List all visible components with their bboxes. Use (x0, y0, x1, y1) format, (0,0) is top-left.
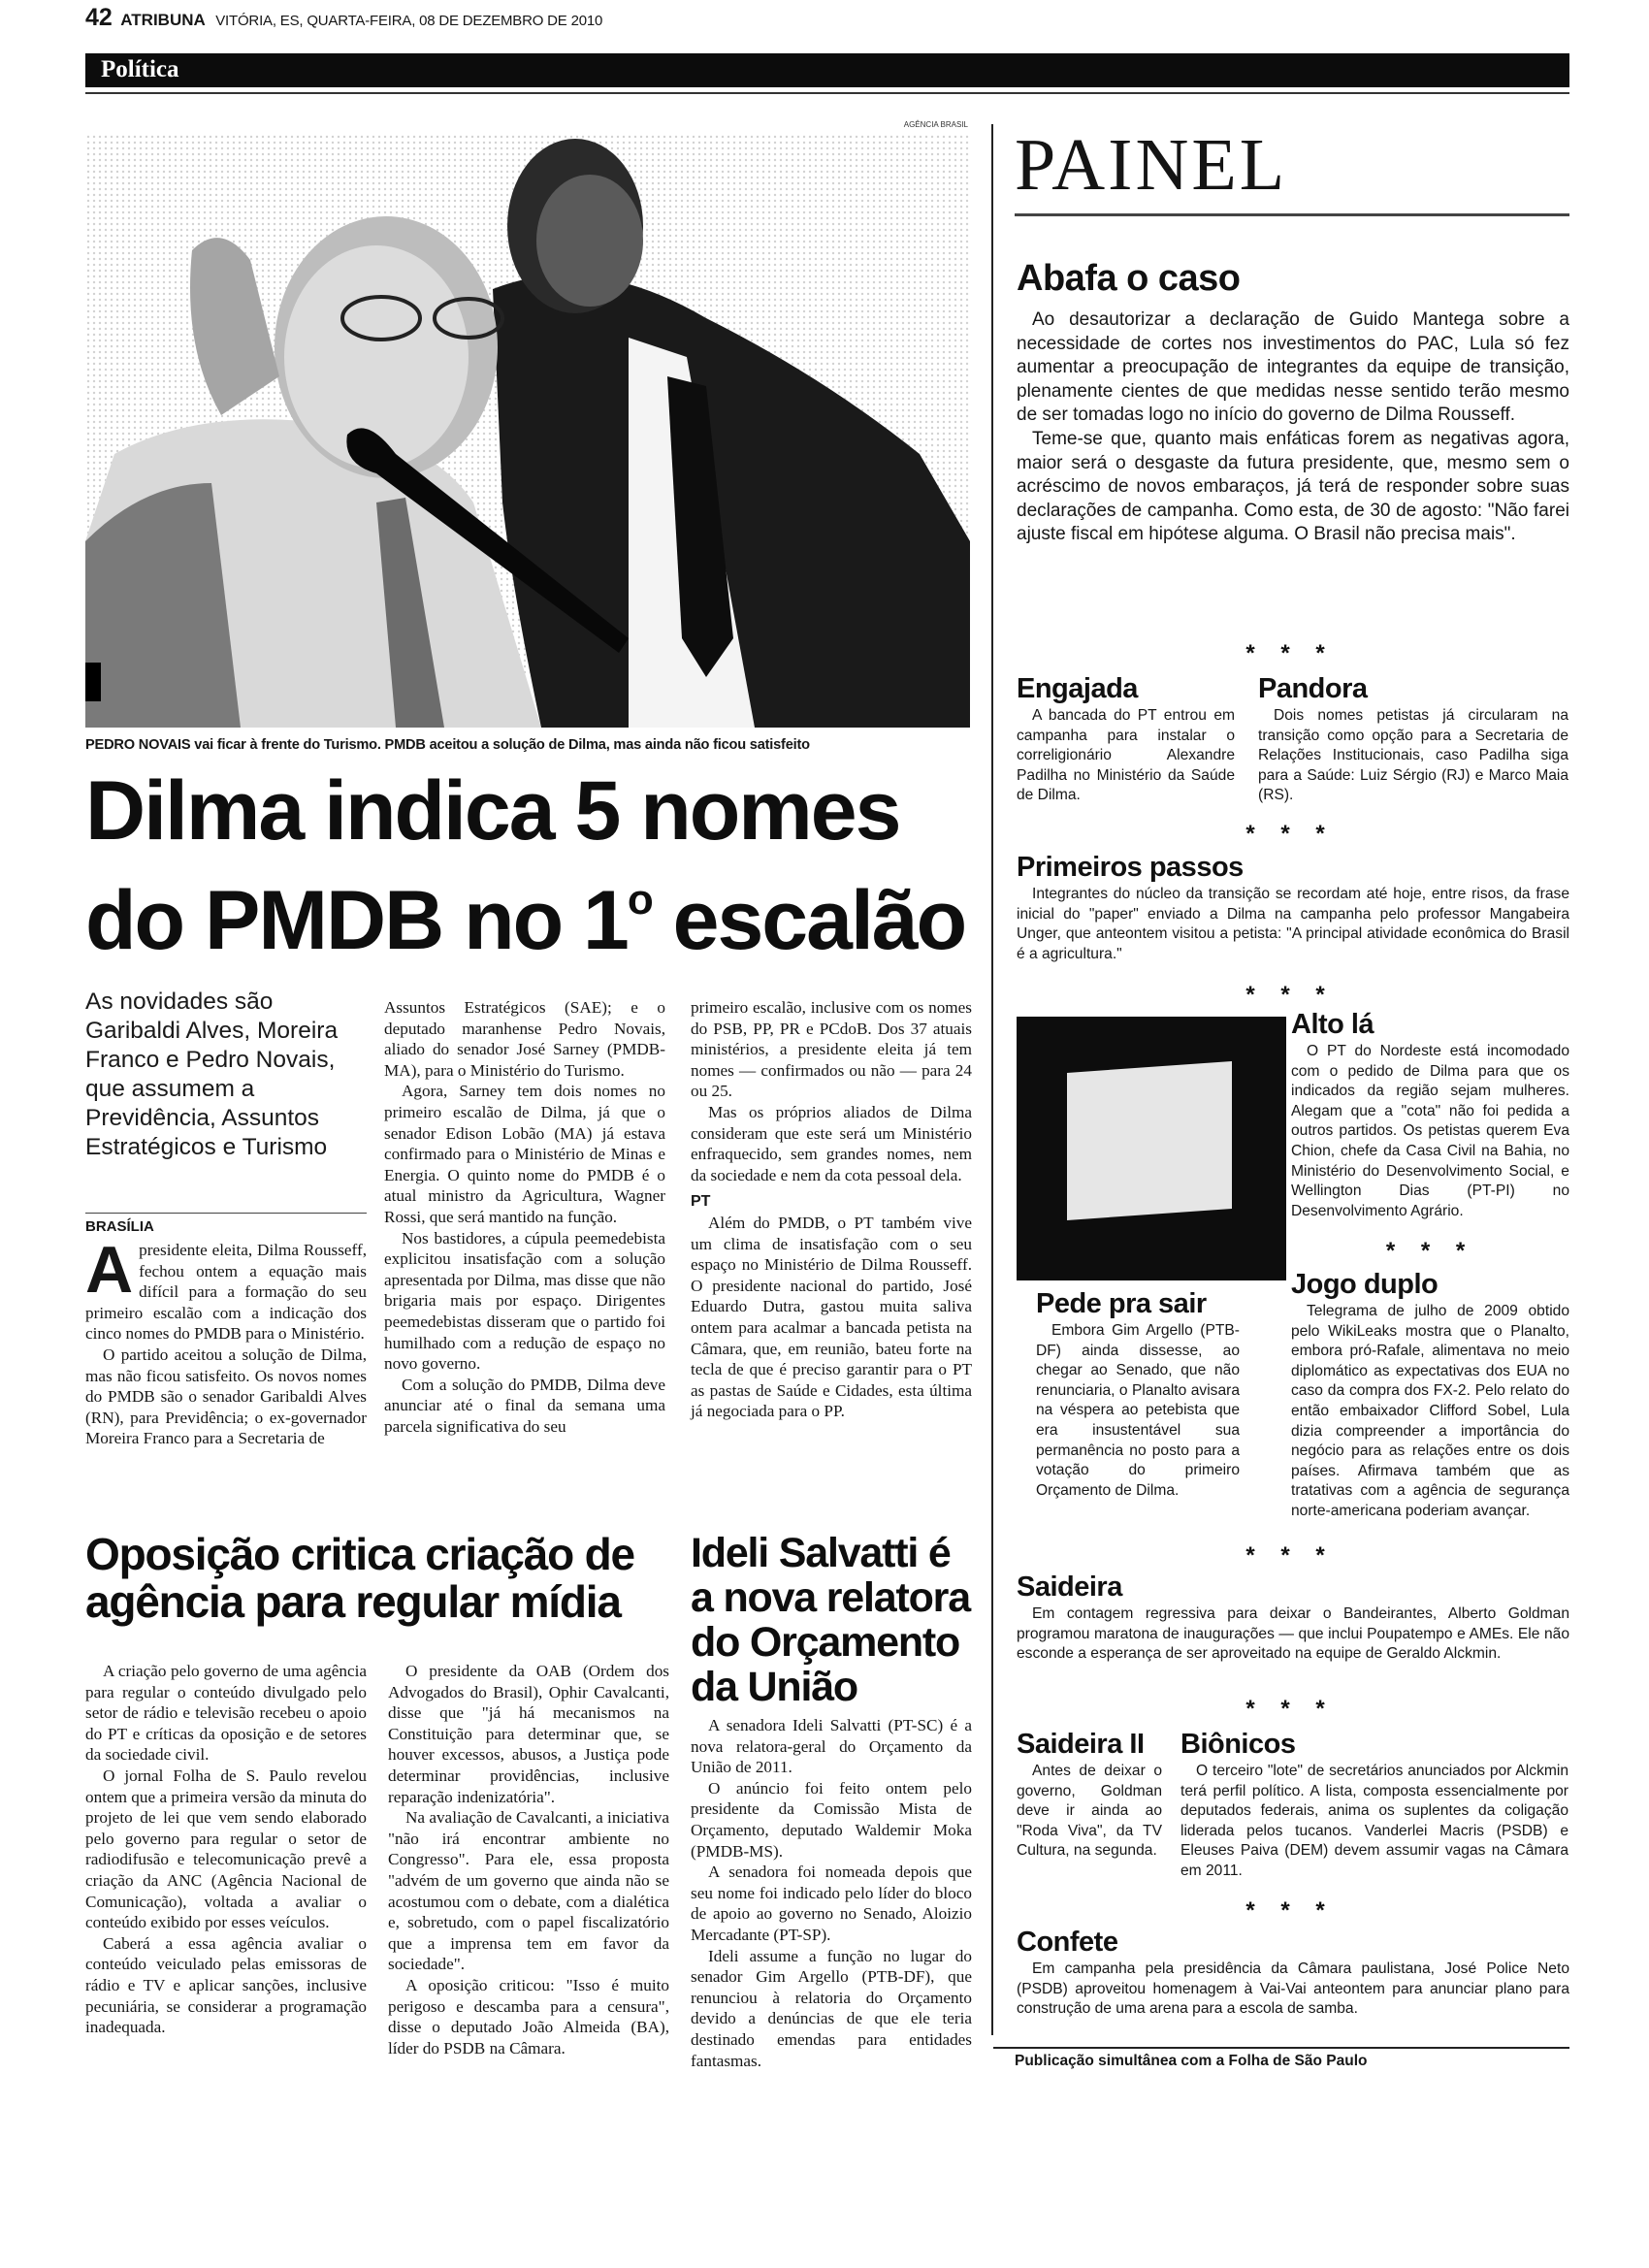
masthead-rule (1015, 213, 1569, 216)
news-photo (85, 134, 970, 728)
paragraph: O jornal Folha de S. Paulo revelou ontem que a primeira versão da minuta do projeto de lei que vem sendo elaborado pelo governo para regular o setor de radiodifusão e telecomunicação prevê a criação da ANC (Agência Nacional de Comunicação), voltada a avaliar o conteúdo exibido por esses veículos. (85, 1766, 367, 1932)
story2-col-2 (388, 1661, 669, 2058)
paragraph: Ideli assume a função no lugar do senador Gim Argello (PTB-DF), que renunciou à relatoria do Orçamento devido a denúncias de que ele teria destinado emendas para entidades fantasmas. (691, 1946, 972, 2070)
story2-headline-line1: Oposição critica criação de (85, 1529, 634, 1579)
stars-divider: * * * (1385, 1238, 1475, 1264)
story2-headline-line2: agência para regular mídia (85, 1576, 621, 1627)
confete-body (1017, 1960, 1569, 2020)
story3-headline-line: Ideli Salvatti é (691, 1530, 951, 1576)
stars-divider: * * * (1245, 1897, 1335, 1924)
paragraph: Na avaliação de Cavalcanti, a iniciativa "não irá encontrar ambiente no Congresso". Para ele, essa proposta "advém de um governo que ainda não se acostumou com o debate, com a dialética e, sobretudo, com o papel fiscalizatório que a imprensa tem em favor da sociedade". (388, 1808, 669, 1974)
pede-body (1036, 1321, 1240, 1501)
stars-divider: * * * (1245, 982, 1335, 1008)
paragraph: Caberá a essa agência avaliar o conteúdo veiculado pelas emissoras de rádio e TV e aplicar sanções, inclusive pecuniária, se considerar a programação inadequada. (85, 1933, 367, 2037)
paragraph: Com a solução do PMDB, Dilma deve anunciar até o final da semana uma parcela significativa do seu (384, 1375, 665, 1436)
paragraph: Telegrama de julho de 2009 obtido pelo WikiLeaks mostra que o Planalto, embora pró-Rafale, alimentava no meio diplomático as expectativas dos EUA no caso da compra dos FX-2. Pelo relato do então embaixador Clifford Sobel, Lula dizia compreender a importância do negócio para as relações entre os dois países. Afirmava também que as tratativas com a agência de segurança norte-americana poderiam avançar. (1291, 1303, 1569, 1519)
paragraph: Teme-se que, quanto mais enfáticas forem as negativas agora, maior será o desgaste da futura presidente, que, mesmo sem o acréscimo de novos embaraços, já terá de responder sobre suas declarações de campanha. Como esta, de 30 de agosto: "Não farei ajuste fiscal em hipótese alguma. O Brasil não precisa mais". (1017, 428, 1569, 545)
saideira2-title: Saideira II (1017, 1729, 1145, 1760)
primeiros-body (1017, 885, 1569, 964)
stars-divider: * * * (1245, 640, 1335, 666)
paragraph: O anúncio foi feito ontem pelo presidente da Comissão Mista de Orçamento, deputado Waldemir Moka (PMDB-MS). (691, 1778, 972, 1861)
deck-rule (85, 1213, 367, 1214)
subhead: PT (691, 1193, 711, 1211)
pandora-title: Pandora (1258, 673, 1368, 704)
confete-title: Confete (1017, 1927, 1118, 1958)
main-col-2 (384, 997, 665, 1437)
engajada-title: Engajada (1017, 673, 1138, 704)
paragraph: Antes de deixar o governo, Goldman deve ir ainda ao "Roda Viva", da TV Cultura, na segunda. (1017, 1763, 1162, 1860)
drop-cap: A (85, 1233, 134, 1307)
paragraph: primeiro escalão, inclusive com os nomes do PSB, PP, PR e PCdoB. Dos 37 atuais ministérios, a presidente eleita já tem nomes — confirmados ou não — para 24 ou 25. (691, 998, 972, 1101)
main-col-1 (85, 1233, 367, 1449)
story-dateline: BRASÍLIA (85, 1218, 154, 1235)
paragraph: O partido aceitou a solução de Dilma, mas não ficou satisfeito. Os novos nomes do PMDB são o senador Garibaldi Alves (RN), para Previdência; o ex-governador Moreira Franco para a Secretaria de (85, 1345, 367, 1448)
photo-illustration (85, 134, 970, 728)
saideira-title: Saideira (1017, 1571, 1122, 1603)
paragraph: O PT do Nordeste está incomodado com o pedido de Dilma para que os indicados da região sejam mulheres. Alegam que a "cota" não foi pedida a outros partidos. Os petistas querem Eva Chion, chefe da Casa Civil na Bahia, no Ministério do Desenvolvimento Social, e Wellington Dias (PT-PI) no Desenvolvimento Agrário. (1291, 1043, 1569, 1219)
paragraph: O terceiro "lote" de secretários anunciados por Alckmin terá perfil político. A lista, composta essencialmente por deputados federais, anima os suplentes da coligação liderada pelos tucanos. Vanderlei Macris (PSDB) e Eleuses Paiva (DEM) devem assumir vagas na Câmara em 2011. (1180, 1763, 1568, 1879)
paragraph: Integrantes do núcleo da transição se recordam até hoje, entre risos, da frase inicial do "paper" enviado a Dilma na campanha pelo professor Mangabeira Unger, que anteontem visitou a petista: "A principal atividade econômica do Brasil é a agricultura." (1017, 886, 1569, 962)
paragraph: presidente eleita, Dilma Rousseff, fechou ontem a equação mais difícil para a formação do seu primeiro escalão com a indicação dos cinco nomes do PMDB para o Ministério. (85, 1241, 367, 1344)
alto-title: Alto lá (1291, 1009, 1374, 1040)
main-headline-line1: Dilma indica 5 nomes (85, 764, 900, 858)
bionicos-title: Biônicos (1180, 1729, 1296, 1760)
abafa-body (1017, 308, 1569, 547)
paragraph: Assuntos Estratégicos (SAE); e o deputado maranhense Pedro Novais, aliado do senador José Sarney (PMDB-MA), para o Ministério do Turismo. (384, 998, 665, 1080)
story3-headline-line: do Orçamento (691, 1619, 960, 1666)
paragraph: Nos bastidores, a cúpula peemedebista explicitou insatisfação com a solução apresentada por Dilma, mas disse que não brigaria mais por espaço. Dirigentes peemedebistas disseram que o partido foi humilhado com a redução de espaço no novo governo. (384, 1228, 665, 1374)
paragraph: Embora Gim Argello (PTB-DF) ainda dissesse, ao chegar ao Senado, que não renunciaria, o Planalto avisara na véspera ao petebista que era insustentável sua permanência no posto para a votação do primeiro Orçamento de Dilma. (1036, 1322, 1240, 1499)
primeiros-title: Primeiros passos (1017, 852, 1244, 883)
main-headline-line2 (85, 856, 978, 965)
jogo-body (1291, 1302, 1569, 1522)
painel-masthead: PAINEL (1015, 124, 1288, 206)
paragraph: Mas os próprios aliados de Dilma consideram que este será um Ministério enfraquecido, sem grandes nomes, nem da sociedade e nem da cota pessoal dela. (691, 1102, 972, 1184)
paragraph: A bancada do PT entrou em campanha para instalar o correligionário Alexandre Padilha no Ministério da Saúde de Dilma. (1017, 707, 1235, 804)
story3-body (691, 1715, 972, 2071)
caption-text: vai ficar à frente do Turismo. PMDB aceitou a solução de Dilma, mas ainda não ficou satisfeito (194, 737, 810, 753)
paragraph: Além do PMDB, o PT também vive um clima de insatisfação com o seu espaço no Ministério de Dilma Rousseff. O presidente nacional do partido, José Eduardo Dutra, gastou muita saliva ontem para acalmar a bancada petista na Câmara, que, em reunião, bateu forte na tecla de que é preciso garantir para o PT as pastas de Saúde e Cidades, esta última já negociada para o PP. (691, 1213, 972, 1421)
paragraph: Em campanha pela presidência da Câmara paulistana, José Police Neto (PSDB) aproveitou homenagem à Vai-Vai anteontem para anunciar plano para construção de uma arena para a escola de samba. (1017, 1960, 1569, 2018)
paper-name: ATRIBUNA (120, 11, 206, 29)
story2-headline (85, 1531, 667, 1626)
main-col-3 (691, 997, 972, 1422)
section-label: Política (101, 56, 179, 82)
engajada-body (1017, 706, 1235, 806)
dateline: VITÓRIA, ES, QUARTA-FEIRA, 08 DE DEZEMBRO DE 2010 (215, 13, 603, 29)
headline-part: do PMDB no 1 (85, 874, 628, 967)
jogo-title: Jogo duplo (1291, 1269, 1439, 1300)
pede-title: Pede pra sair (1036, 1288, 1207, 1319)
saideira-body (1017, 1604, 1569, 1665)
stars-divider: * * * (1245, 821, 1335, 847)
painel-footer: Publicação simultânea com a Folha de São Paulo (1015, 2053, 1368, 2069)
main-headline (85, 766, 978, 965)
paragraph: Em contagem regressiva para deixar o Bandeirantes, Alberto Goldman programou maratona de inaugurações — que inclui Poupatempo e AMEs. Ele não esconde a esperança de ser aproveitado na equipe de Geraldo Alckmin. (1017, 1605, 1569, 1663)
page-header (85, 4, 1569, 33)
paragraph: A oposição criticou: "Isso é muito perigoso e descamba para a censura", disse o deputado João Almeida (BA), líder do PSDB na Câmara. (388, 1975, 669, 2057)
headline-part: escalão (651, 874, 966, 967)
paragraph: Ao desautorizar a declaração de Guido Mantega sobre a necessidade de cortes nos investimentos do PAC, Lula só fez aumentar a preocupação de integrantes da equipe de transição, plenamente cientes de que medidas nesse sentido terão mesmo de ser tomadas logo no início do governo de Dilma Rousseff. (1017, 309, 1569, 426)
stars-divider: * * * (1245, 1542, 1335, 1569)
story3-headline (691, 1531, 982, 1709)
paragraph: A senadora foi nomeada depois que seu nome foi indicado pelo líder do bloco de apoio ao governo no Senado, Aloizio Mercadante (PT-SP). (691, 1863, 972, 1944)
photo-caption (85, 737, 970, 753)
headline-superscript: o (627, 876, 652, 923)
tv-screen-image (1017, 1017, 1286, 1280)
pandora-body (1258, 706, 1568, 806)
alto-body (1291, 1042, 1569, 1221)
paragraph: O presidente da OAB (Ordem dos Advogados do Brasil), Ophir Cavalcanti, disse que "já há mecanismos na Constituição para determinar que, se houver excessos, abusos, a Justiça pode determinar providências, inclusive reparação indenizatória". (388, 1662, 669, 1806)
abafa-title: Abafa o caso (1017, 258, 1241, 299)
photo-credit: AGÊNCIA BRASIL (903, 120, 968, 129)
footer-rule (993, 2047, 1569, 2049)
bionicos-body (1180, 1762, 1568, 1882)
paragraph: A criação pelo governo de uma agência para regular o conteúdo divulgado pelo setor de rádio e televisão recebeu o apoio do PT e críticas da oposição e de setores da sociedade civil. (85, 1662, 367, 1765)
story3-headline-line: da União (691, 1664, 857, 1710)
story2-col-1 (85, 1661, 367, 2038)
caption-name: PEDRO NOVAIS (85, 737, 191, 753)
header-rule (85, 92, 1569, 94)
paragraph: A senadora Ideli Salvatti (PT-SC) é a nova relatora-geral do Orçamento da União de 2011. (691, 1716, 972, 1777)
section-bar (85, 53, 1569, 87)
story-deck: As novidades são Garibaldi Alves, Moreira Franco e Pedro Novais, que assumem a Previdência, Assuntos Estratégicos e Turismo (85, 988, 339, 1160)
stars-divider: * * * (1245, 1696, 1335, 1722)
page-number: 42 (85, 4, 113, 31)
tv-screen (1067, 1061, 1232, 1220)
paragraph: Agora, Sarney tem dois nomes no primeiro escalão de Dilma, já que o senador Edison Lobão (MA) já estava confirmado para o Ministério de Minas e Energia. O quinto nome do PMDB é o atual ministro da Agricultura, Wagner Rossi, que será mantido na função. (384, 1082, 665, 1226)
story3-headline-line: a nova relatora (691, 1574, 970, 1621)
painel-divider (991, 124, 993, 2035)
saideira2-body (1017, 1762, 1162, 1862)
paragraph: Dois nomes petistas já circularam na transição como opção para a Secretaria de Relações Institucionais, caso Padilha siga para a Saúde: Luiz Sérgio (RJ) e Marco Maia (RS). (1258, 707, 1568, 804)
